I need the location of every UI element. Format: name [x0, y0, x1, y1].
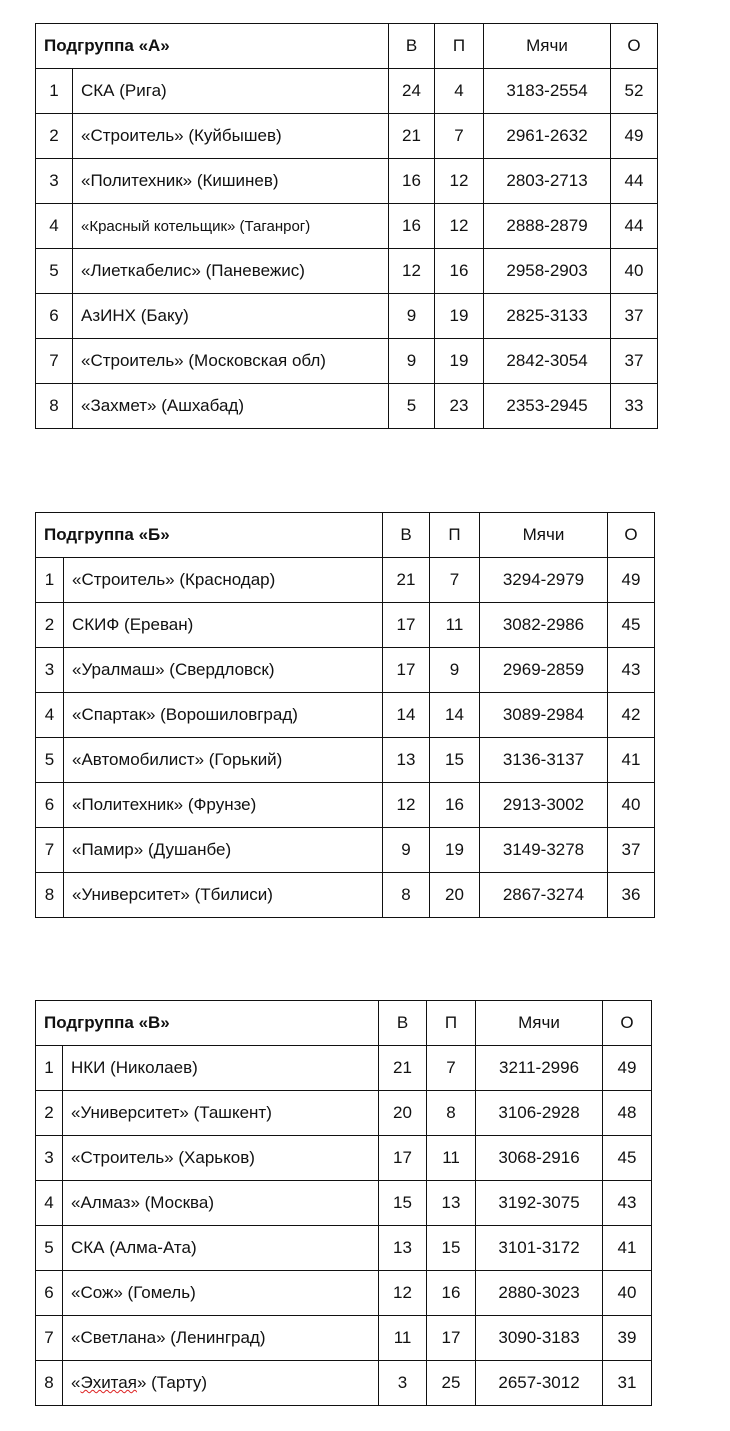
table-row [36, 1361, 652, 1406]
header-points: О [603, 1001, 652, 1046]
subgroup-b-table [35, 512, 655, 918]
header-losses: П [430, 513, 480, 558]
points: 45 [603, 1136, 652, 1181]
rank: 3 [36, 648, 64, 693]
team-name: «Красный котельщик» (Таганрог) [73, 204, 389, 249]
team-name: «Строитель» (Харьков) [63, 1136, 379, 1181]
table-row [36, 783, 655, 828]
rank: 1 [36, 558, 64, 603]
balls: 3183-2554 [484, 69, 611, 114]
table-row [36, 648, 655, 693]
balls: 3090-3183 [476, 1316, 603, 1361]
rank: 6 [36, 783, 64, 828]
losses: 15 [430, 738, 480, 783]
balls: 2961-2632 [484, 114, 611, 159]
losses: 16 [435, 249, 484, 294]
balls: 2913-3002 [480, 783, 608, 828]
rank: 4 [36, 204, 73, 249]
points: 44 [611, 204, 658, 249]
losses: 4 [435, 69, 484, 114]
losses: 19 [430, 828, 480, 873]
balls: 3068-2916 [476, 1136, 603, 1181]
wins: 12 [383, 783, 430, 828]
losses: 16 [430, 783, 480, 828]
header-points: О [608, 513, 655, 558]
losses: 7 [430, 558, 480, 603]
points: 52 [611, 69, 658, 114]
balls: 3149-3278 [480, 828, 608, 873]
table-row [36, 693, 655, 738]
points: 43 [608, 648, 655, 693]
points: 33 [611, 384, 658, 429]
table-row [36, 738, 655, 783]
team-name: «Захмет» (Ашхабад) [73, 384, 389, 429]
team-name: «Университет» (Тбилиси) [64, 873, 383, 918]
team-name: «Сож» (Гомель) [63, 1271, 379, 1316]
table-row [36, 69, 658, 114]
header-wins: В [379, 1001, 427, 1046]
team-name: СКИФ (Ереван) [64, 603, 383, 648]
points: 49 [608, 558, 655, 603]
points: 44 [611, 159, 658, 204]
losses: 15 [427, 1226, 476, 1271]
losses: 23 [435, 384, 484, 429]
spellcheck-underlined-word: Эхитая [80, 1373, 137, 1392]
header-wins: В [383, 513, 430, 558]
rank: 6 [36, 1271, 63, 1316]
wins: 13 [383, 738, 430, 783]
rank: 2 [36, 114, 73, 159]
wins: 5 [389, 384, 435, 429]
rank: 1 [36, 1046, 63, 1091]
rank: 3 [36, 159, 73, 204]
rank: 1 [36, 69, 73, 114]
wins: 17 [379, 1136, 427, 1181]
team-name: «Автомобилист» (Горький) [64, 738, 383, 783]
table-row [36, 1181, 652, 1226]
losses: 8 [427, 1091, 476, 1136]
team-name [63, 1361, 379, 1406]
balls: 2958-2903 [484, 249, 611, 294]
losses: 19 [435, 339, 484, 384]
balls: 3294-2979 [480, 558, 608, 603]
table-row [36, 1316, 652, 1361]
balls: 2803-2713 [484, 159, 611, 204]
balls: 2657-3012 [476, 1361, 603, 1406]
balls: 3082-2986 [480, 603, 608, 648]
wins: 13 [379, 1226, 427, 1271]
table-header-row [36, 513, 655, 558]
table-row [36, 558, 655, 603]
points: 49 [603, 1046, 652, 1091]
table-row [36, 249, 658, 294]
team-name: «Строитель» (Московская обл) [73, 339, 389, 384]
balls: 2353-2945 [484, 384, 611, 429]
losses: 12 [435, 159, 484, 204]
losses: 7 [435, 114, 484, 159]
wins: 17 [383, 648, 430, 693]
subgroup-title: Подгруппа «Б» [36, 513, 383, 558]
header-balls: Мячи [476, 1001, 603, 1046]
losses: 13 [427, 1181, 476, 1226]
team-name: «Светлана» (Ленинград) [63, 1316, 379, 1361]
wins: 16 [389, 159, 435, 204]
points: 40 [608, 783, 655, 828]
wins: 21 [379, 1046, 427, 1091]
team-name: «Памир» (Душанбе) [64, 828, 383, 873]
wins: 14 [383, 693, 430, 738]
header-balls: Мячи [480, 513, 608, 558]
table-header-row [36, 1001, 652, 1046]
wins: 9 [389, 339, 435, 384]
losses: 7 [427, 1046, 476, 1091]
table-row [36, 1091, 652, 1136]
rank: 7 [36, 1316, 63, 1361]
points: 45 [608, 603, 655, 648]
balls: 2880-3023 [476, 1271, 603, 1316]
balls: 3211-2996 [476, 1046, 603, 1091]
points: 49 [611, 114, 658, 159]
wins: 11 [379, 1316, 427, 1361]
balls: 3101-3172 [476, 1226, 603, 1271]
balls: 3192-3075 [476, 1181, 603, 1226]
table-row [36, 1136, 652, 1181]
team-name: «Строитель» (Куйбышев) [73, 114, 389, 159]
points: 40 [603, 1271, 652, 1316]
table-row [36, 339, 658, 384]
points: 37 [611, 339, 658, 384]
table-row [36, 159, 658, 204]
wins: 9 [383, 828, 430, 873]
points: 43 [603, 1181, 652, 1226]
wins: 21 [389, 114, 435, 159]
points: 36 [608, 873, 655, 918]
team-name: СКА (Рига) [73, 69, 389, 114]
table-row [36, 384, 658, 429]
wins: 9 [389, 294, 435, 339]
losses: 25 [427, 1361, 476, 1406]
team-name-text: «Эхитая» (Тарту) [71, 1373, 208, 1392]
header-losses: П [435, 24, 484, 69]
balls: 3106-2928 [476, 1091, 603, 1136]
table-row [36, 828, 655, 873]
table-row [36, 204, 658, 249]
points: 37 [611, 294, 658, 339]
team-name: «Строитель» (Краснодар) [64, 558, 383, 603]
team-name: «Спартак» (Ворошиловград) [64, 693, 383, 738]
rank: 5 [36, 249, 73, 294]
rank: 5 [36, 1226, 63, 1271]
team-name: АзИНХ (Баку) [73, 294, 389, 339]
losses: 12 [435, 204, 484, 249]
wins: 17 [383, 603, 430, 648]
wins: 12 [389, 249, 435, 294]
rank: 8 [36, 1361, 63, 1406]
wins: 20 [379, 1091, 427, 1136]
rank: 7 [36, 828, 64, 873]
team-name: СКА (Алма-Ата) [63, 1226, 379, 1271]
table-row [36, 1271, 652, 1316]
header-points: О [611, 24, 658, 69]
balls: 3136-3137 [480, 738, 608, 783]
points: 41 [603, 1226, 652, 1271]
team-name: «Уралмаш» (Свердловск) [64, 648, 383, 693]
losses: 11 [427, 1136, 476, 1181]
rank: 6 [36, 294, 73, 339]
header-balls: Мячи [484, 24, 611, 69]
rank: 3 [36, 1136, 63, 1181]
wins: 16 [389, 204, 435, 249]
table-row [36, 873, 655, 918]
wins: 21 [383, 558, 430, 603]
subgroup-c-table [35, 1000, 652, 1406]
subgroup-a-table [35, 23, 658, 429]
wins: 24 [389, 69, 435, 114]
balls: 2842-3054 [484, 339, 611, 384]
team-name: «Лиеткабелис» (Паневежис) [73, 249, 389, 294]
points: 31 [603, 1361, 652, 1406]
rank: 2 [36, 603, 64, 648]
losses: 11 [430, 603, 480, 648]
rank: 4 [36, 693, 64, 738]
rank: 5 [36, 738, 64, 783]
table-row [36, 603, 655, 648]
balls: 2825-3133 [484, 294, 611, 339]
points: 42 [608, 693, 655, 738]
team-name: «Алмаз» (Москва) [63, 1181, 379, 1226]
team-name: «Политехник» (Фрунзе) [64, 783, 383, 828]
table-row [36, 1226, 652, 1271]
header-losses: П [427, 1001, 476, 1046]
wins: 12 [379, 1271, 427, 1316]
points: 41 [608, 738, 655, 783]
points: 48 [603, 1091, 652, 1136]
losses: 17 [427, 1316, 476, 1361]
wins: 8 [383, 873, 430, 918]
table-row [36, 294, 658, 339]
losses: 16 [427, 1271, 476, 1316]
team-name: «Университет» (Ташкент) [63, 1091, 379, 1136]
header-wins: В [389, 24, 435, 69]
points: 40 [611, 249, 658, 294]
balls: 2888-2879 [484, 204, 611, 249]
team-name: «Политехник» (Кишинев) [73, 159, 389, 204]
table-header-row [36, 24, 658, 69]
table-row [36, 1046, 652, 1091]
table-row [36, 114, 658, 159]
balls: 2867-3274 [480, 873, 608, 918]
losses: 14 [430, 693, 480, 738]
team-name: НКИ (Николаев) [63, 1046, 379, 1091]
rank: 8 [36, 384, 73, 429]
points: 37 [608, 828, 655, 873]
losses: 20 [430, 873, 480, 918]
wins: 15 [379, 1181, 427, 1226]
rank: 7 [36, 339, 73, 384]
rank: 2 [36, 1091, 63, 1136]
wins: 3 [379, 1361, 427, 1406]
subgroup-title: Подгруппа «А» [36, 24, 389, 69]
losses: 19 [435, 294, 484, 339]
points: 39 [603, 1316, 652, 1361]
balls: 2969-2859 [480, 648, 608, 693]
balls: 3089-2984 [480, 693, 608, 738]
losses: 9 [430, 648, 480, 693]
rank: 8 [36, 873, 64, 918]
rank: 4 [36, 1181, 63, 1226]
subgroup-title: Подгруппа «В» [36, 1001, 379, 1046]
